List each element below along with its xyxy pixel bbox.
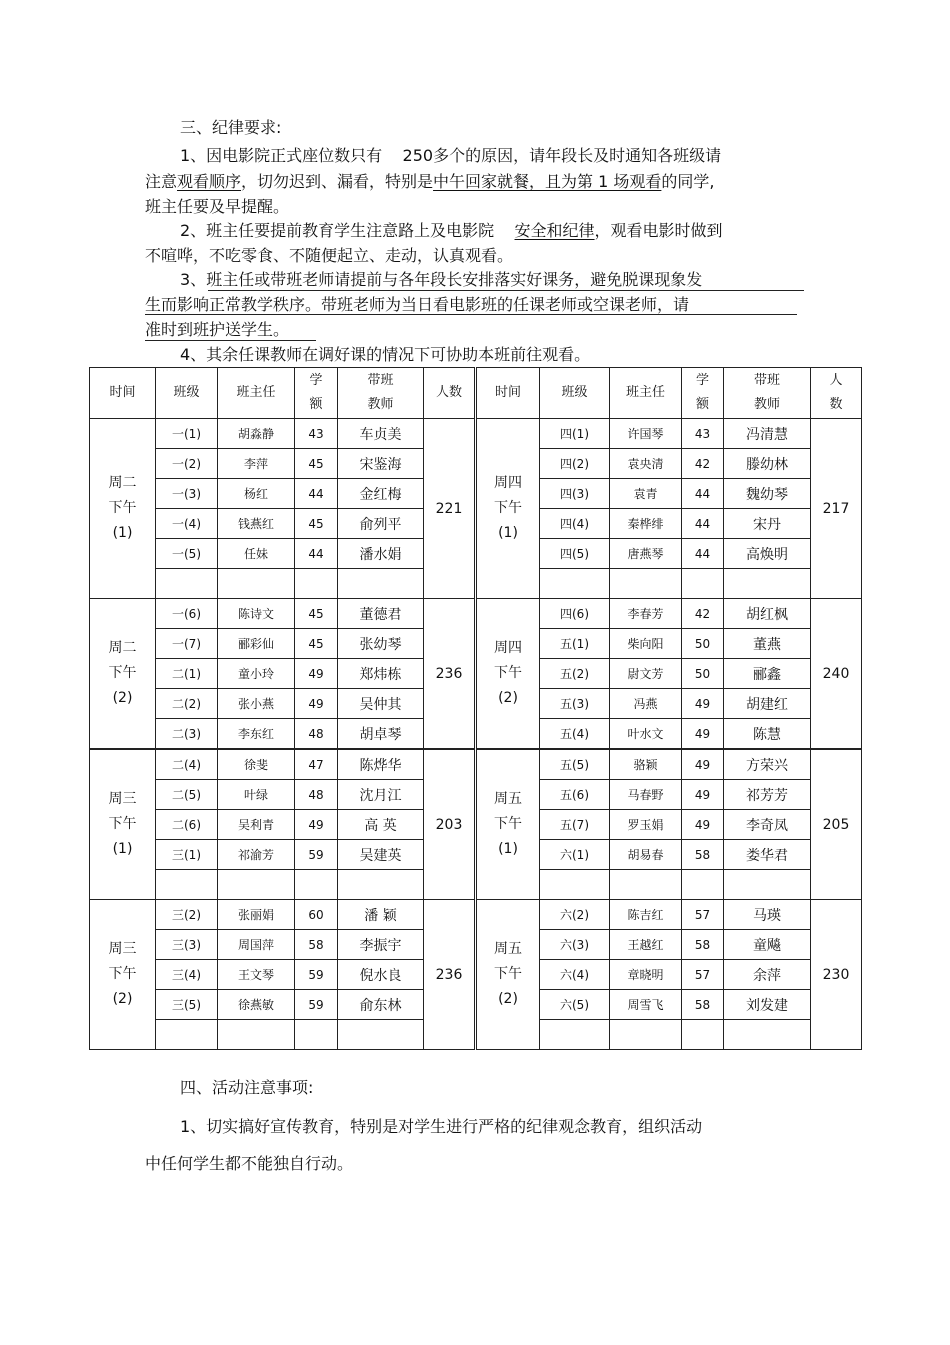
table-row: [90, 900, 862, 930]
time-cell-right: [476, 749, 540, 900]
class-cell: 四(2): [540, 449, 610, 479]
escort-teacher-cell: 郦鑫: [724, 659, 811, 689]
escort-teacher-cell: 滕幼林: [724, 449, 811, 479]
p2-l1-b: ，观看电影时做到: [594, 221, 723, 240]
class-cell: 二(4): [156, 749, 218, 780]
escort-teacher-cell: 魏幼琴: [724, 479, 811, 509]
time-label: 周五: [494, 791, 522, 807]
quota-cell: 58: [682, 930, 724, 960]
quota-cell: 47: [295, 749, 338, 780]
class-cell: 六(3): [540, 930, 610, 960]
header-escort-a: 带班: [367, 373, 394, 388]
escort-teacher-cell: 李振宇: [338, 930, 424, 960]
escort-teacher-cell: 倪水良: [338, 960, 424, 990]
class-cell: 一(1): [156, 419, 218, 449]
class-cell: 一(3): [156, 479, 218, 509]
header-quota-a: 学: [309, 373, 323, 388]
quota-cell: 49: [295, 689, 338, 719]
homeroom-teacher-cell: 王越红: [610, 930, 682, 960]
class-cell: 二(6): [156, 810, 218, 840]
class-cell: 六(1): [540, 840, 610, 870]
p1-l2-c: 的同学,: [661, 172, 715, 191]
time-label: 下午: [108, 500, 137, 516]
class-cell: [540, 1020, 610, 1050]
class-cell: [540, 870, 610, 900]
quota-cell: 59: [295, 990, 338, 1020]
section3-p2-line1: [180, 221, 723, 241]
total-cell-right: 217: [811, 419, 862, 599]
section3-p3-line2: 生而影响正常教学秩序。带班老师为当日看电影班的任课老师或空课老师，请: [145, 295, 690, 314]
quota-cell: 58: [295, 930, 338, 960]
quota-cell: 50: [682, 659, 724, 689]
class-cell: 二(3): [156, 719, 218, 750]
header-time: 时间: [90, 368, 156, 419]
header-escort: [338, 368, 424, 419]
quota-cell: [682, 1020, 724, 1050]
header-count-right: [811, 368, 862, 419]
escort-teacher-cell: [724, 1020, 811, 1050]
section3-p4: 4、其余任课教师在调好课的情况下可协助本班前往观看。: [180, 345, 591, 364]
homeroom-teacher-cell: 许国琴: [610, 419, 682, 449]
class-cell: 一(6): [156, 599, 218, 629]
homeroom-teacher-cell: 周国萍: [218, 930, 295, 960]
homeroom-teacher-cell: 杨红: [218, 479, 295, 509]
homeroom-teacher-cell: 吴利青: [218, 810, 295, 840]
header-count-a: 人: [829, 373, 843, 388]
quota-cell: 49: [682, 689, 724, 719]
underlined-lunch-note: 中午回家就餐，且为第 1 场观看: [433, 172, 662, 191]
escort-teacher-cell: 高焕明: [724, 539, 811, 569]
header-time-right: 时间: [476, 368, 540, 419]
homeroom-teacher-cell: [218, 870, 295, 900]
homeroom-teacher-cell: 唐燕琴: [610, 539, 682, 569]
quota-cell: 57: [682, 960, 724, 990]
homeroom-teacher-cell: 钱燕红: [218, 509, 295, 539]
homeroom-teacher-cell: 叶水文: [610, 719, 682, 750]
quota-cell: 49: [682, 780, 724, 810]
time-label: 下午: [494, 816, 522, 832]
time-label: (2): [112, 991, 133, 1007]
time-label: (1): [112, 525, 133, 541]
class-cell: 四(3): [540, 479, 610, 509]
time-label: (2): [112, 690, 133, 706]
table-row: [90, 599, 862, 629]
class-cell: 五(5): [540, 749, 610, 780]
class-cell: [156, 1020, 218, 1050]
quota-cell: [682, 569, 724, 599]
p1-text-b: 250多个的原因，请年段长及时通知各班级请: [402, 146, 722, 165]
homeroom-teacher-cell: [610, 870, 682, 900]
class-cell: 一(7): [156, 629, 218, 659]
header-class: 班级: [156, 368, 218, 419]
p3-l1-a: 3、: [180, 270, 207, 289]
total-cell-left: 221: [424, 419, 476, 599]
homeroom-teacher-cell: 秦桦绯: [610, 509, 682, 539]
header-quota: [295, 368, 338, 419]
quota-cell: 45: [295, 629, 338, 659]
quota-cell: 58: [682, 840, 724, 870]
homeroom-teacher-cell: 陈吉红: [610, 900, 682, 930]
homeroom-teacher-cell: 郦彩仙: [218, 629, 295, 659]
quota-cell: 45: [295, 509, 338, 539]
p2-l1-a: 2、班主任要提前教育学生注意路上及电影院: [180, 221, 495, 240]
escort-teacher-cell: 俞东林: [338, 990, 424, 1020]
quota-cell: 49: [682, 719, 724, 750]
class-cell: 一(4): [156, 509, 218, 539]
quota-cell: 44: [682, 539, 724, 569]
time-label: 周二: [108, 475, 137, 491]
escort-teacher-cell: 刘发建: [724, 990, 811, 1020]
header-teacher-right: 班主任: [610, 368, 682, 419]
table-header-row: [90, 368, 862, 419]
header-count-b: 数: [829, 397, 843, 412]
homeroom-teacher-cell: 张丽娟: [218, 900, 295, 930]
underlined-safety: 安全和纪律: [514, 221, 595, 240]
header-class-right: 班级: [540, 368, 610, 419]
header-quota-a: 学: [695, 373, 709, 388]
quota-cell: 49: [295, 810, 338, 840]
homeroom-teacher-cell: [218, 569, 295, 599]
class-cell: 五(4): [540, 719, 610, 750]
class-cell: 三(1): [156, 840, 218, 870]
homeroom-teacher-cell: [610, 1020, 682, 1050]
quota-cell: 60: [295, 900, 338, 930]
escort-teacher-cell: 董燕: [724, 629, 811, 659]
class-cell: 三(3): [156, 930, 218, 960]
homeroom-teacher-cell: 徐燕敏: [218, 990, 295, 1020]
escort-teacher-cell: 余萍: [724, 960, 811, 990]
class-cell: 五(3): [540, 689, 610, 719]
homeroom-teacher-cell: 骆颖: [610, 749, 682, 780]
quota-cell: 49: [682, 749, 724, 780]
class-cell: 四(4): [540, 509, 610, 539]
homeroom-teacher-cell: 章晓明: [610, 960, 682, 990]
quota-cell: 57: [682, 900, 724, 930]
escort-teacher-cell: 胡卓琴: [338, 719, 424, 750]
homeroom-teacher-cell: 袁青: [610, 479, 682, 509]
homeroom-teacher-cell: 徐斐: [218, 749, 295, 780]
quota-cell: 44: [682, 479, 724, 509]
quota-cell: 43: [682, 419, 724, 449]
section3-p3-line3: 准时到班护送学生。: [145, 320, 290, 339]
time-label: 周三: [108, 941, 137, 957]
homeroom-teacher-cell: 马春野: [610, 780, 682, 810]
underline-rule: [145, 340, 316, 341]
time-label: 周三: [108, 791, 137, 807]
escort-teacher-cell: 祁芳芳: [724, 780, 811, 810]
header-escort-b: 教师: [753, 397, 780, 412]
section3-p2-line2: 不喧哗，不吃零食、不随便起立、走动，认真观看。: [145, 246, 514, 265]
quota-cell: 42: [682, 449, 724, 479]
time-cell-left: [90, 599, 156, 750]
time-label: 周四: [494, 475, 522, 491]
escort-teacher-cell: [338, 569, 424, 599]
total-cell-right: 205: [811, 749, 862, 900]
class-cell: 二(5): [156, 780, 218, 810]
homeroom-teacher-cell: 胡淼静: [218, 419, 295, 449]
homeroom-teacher-cell: 冯燕: [610, 689, 682, 719]
class-cell: 六(5): [540, 990, 610, 1020]
homeroom-teacher-cell: 张小燕: [218, 689, 295, 719]
quota-cell: 42: [682, 599, 724, 629]
header-escort-right: [724, 368, 811, 419]
total-cell-right: 240: [811, 599, 862, 750]
homeroom-teacher-cell: 童小玲: [218, 659, 295, 689]
escort-teacher-cell: 陈烨华: [338, 749, 424, 780]
class-cell: 五(2): [540, 659, 610, 689]
class-cell: 四(1): [540, 419, 610, 449]
class-cell: 六(4): [540, 960, 610, 990]
homeroom-teacher-cell: 罗玉娟: [610, 810, 682, 840]
quota-cell: 45: [295, 599, 338, 629]
time-label: (1): [498, 525, 518, 541]
header-teacher: 班主任: [218, 368, 295, 419]
escort-teacher-cell: 吴建英: [338, 840, 424, 870]
escort-teacher-cell: 车贞美: [338, 419, 424, 449]
escort-teacher-cell: [724, 569, 811, 599]
escort-teacher-cell: 潘水娟: [338, 539, 424, 569]
section3-p1-line2: [145, 172, 715, 192]
quota-cell: 43: [295, 419, 338, 449]
section3-p3-line1: [180, 270, 702, 290]
escort-teacher-cell: 吴仲其: [338, 689, 424, 719]
time-label: 周二: [108, 640, 137, 656]
time-label: (2): [498, 690, 518, 706]
section4-p1-line2: 中任何学生都不能独自行动。: [145, 1154, 354, 1173]
class-cell: 一(2): [156, 449, 218, 479]
class-cell: 三(2): [156, 900, 218, 930]
header-count: 人数: [424, 368, 476, 419]
time-label: 周五: [494, 941, 522, 957]
escort-teacher-cell: 方荣兴: [724, 749, 811, 780]
homeroom-teacher-cell: 李东红: [218, 719, 295, 750]
underlined-view-order: 观看顺序: [177, 172, 242, 191]
class-cell: 三(4): [156, 960, 218, 990]
escort-teacher-cell: [338, 1020, 424, 1050]
quota-cell: 48: [295, 780, 338, 810]
time-label: 周四: [494, 640, 522, 656]
total-cell-left: 236: [424, 599, 476, 750]
escort-teacher-cell: [338, 870, 424, 900]
total-cell-left: 203: [424, 749, 476, 900]
homeroom-teacher-cell: 柴向阳: [610, 629, 682, 659]
table-row: [90, 749, 862, 780]
escort-teacher-cell: 娄华君: [724, 840, 811, 870]
quota-cell: 44: [295, 539, 338, 569]
class-cell: 四(6): [540, 599, 610, 629]
quota-cell: [682, 870, 724, 900]
time-cell-right: [476, 900, 540, 1050]
quota-cell: 49: [295, 659, 338, 689]
class-cell: 五(7): [540, 810, 610, 840]
escort-teacher-cell: 宋鉴海: [338, 449, 424, 479]
class-cell: 五(1): [540, 629, 610, 659]
class-cell: 二(1): [156, 659, 218, 689]
p1-text-a: 1、因电影院正式座位数只有: [180, 146, 383, 165]
escort-teacher-cell: 胡红枫: [724, 599, 811, 629]
homeroom-teacher-cell: 陈诗文: [218, 599, 295, 629]
class-cell: [156, 569, 218, 599]
homeroom-teacher-cell: 尉文芳: [610, 659, 682, 689]
homeroom-teacher-cell: 叶绿: [218, 780, 295, 810]
homeroom-teacher-cell: [218, 1020, 295, 1050]
time-label: 下午: [494, 500, 522, 516]
class-cell: 六(2): [540, 900, 610, 930]
time-label: (2): [498, 991, 518, 1007]
time-label: 下午: [108, 665, 137, 681]
time-label: 下午: [108, 966, 137, 982]
class-cell: 一(5): [156, 539, 218, 569]
escort-teacher-cell: 金红梅: [338, 479, 424, 509]
class-cell: 三(5): [156, 990, 218, 1020]
quota-cell: 50: [682, 629, 724, 659]
homeroom-teacher-cell: 周雪飞: [610, 990, 682, 1020]
p1-l2-a: 注意: [145, 172, 178, 191]
escort-teacher-cell: 潘 颖: [338, 900, 424, 930]
time-label: 下午: [108, 816, 137, 832]
quota-cell: 49: [682, 810, 724, 840]
escort-teacher-cell: 冯清慧: [724, 419, 811, 449]
homeroom-teacher-cell: 任妹: [218, 539, 295, 569]
escort-teacher-cell: 胡建红: [724, 689, 811, 719]
quota-cell: 44: [295, 479, 338, 509]
escort-teacher-cell: 宋丹: [724, 509, 811, 539]
quota-cell: 59: [295, 960, 338, 990]
section3-p1-line3: 班主任要及早提醒。: [145, 197, 290, 216]
section3-heading: 三、纪律要求:: [180, 118, 282, 137]
quota-cell: 59: [295, 840, 338, 870]
schedule-table: [89, 367, 862, 1050]
underline-rule: [208, 290, 804, 291]
escort-teacher-cell: 李奇凤: [724, 810, 811, 840]
escort-teacher-cell: 陈慧: [724, 719, 811, 750]
class-cell: [540, 569, 610, 599]
escort-teacher-cell: 张幼琴: [338, 629, 424, 659]
escort-teacher-cell: 童飚: [724, 930, 811, 960]
time-cell-right: [476, 419, 540, 599]
homeroom-teacher-cell: 胡易春: [610, 840, 682, 870]
section4-p1-line1: 1、切实搞好宣传教育，特别是对学生进行严格的纪律观念教育，组织活动: [180, 1117, 703, 1136]
header-quota-right: [682, 368, 724, 419]
total-cell-left: 236: [424, 900, 476, 1050]
class-cell: [156, 870, 218, 900]
header-escort-a: 带班: [753, 373, 780, 388]
class-cell: 二(2): [156, 689, 218, 719]
escort-teacher-cell: 沈月江: [338, 780, 424, 810]
quota-cell: 44: [682, 509, 724, 539]
escort-teacher-cell: 董德君: [338, 599, 424, 629]
escort-teacher-cell: 高 英: [338, 810, 424, 840]
header-quota-b: 额: [309, 397, 323, 412]
total-cell-right: 230: [811, 900, 862, 1050]
section3-p1-line1: [180, 146, 721, 166]
escort-teacher-cell: [724, 870, 811, 900]
underline-rule: [145, 314, 797, 315]
class-cell: 五(6): [540, 780, 610, 810]
escort-teacher-cell: 马瑛: [724, 900, 811, 930]
homeroom-teacher-cell: 王文琴: [218, 960, 295, 990]
time-cell-right: [476, 599, 540, 750]
section4-heading: 四、活动注意事项:: [180, 1078, 314, 1097]
quota-cell: 58: [682, 990, 724, 1020]
quota-cell: [295, 1020, 338, 1050]
p3-l1-u: 班主任或带班老师请提前与各年段长安排落实好课务，避免脱课现象发: [206, 270, 703, 289]
homeroom-teacher-cell: 祁渝芳: [218, 840, 295, 870]
escort-teacher-cell: 郑炜栋: [338, 659, 424, 689]
quota-cell: 45: [295, 449, 338, 479]
header-quota-b: 额: [695, 397, 709, 412]
table-row: [90, 419, 862, 449]
time-cell-left: [90, 900, 156, 1050]
time-label: (1): [112, 841, 133, 857]
quota-cell: [295, 870, 338, 900]
p1-l2-b: ，切勿迟到、漏看，特别是: [241, 172, 434, 191]
homeroom-teacher-cell: [610, 569, 682, 599]
quota-cell: 48: [295, 719, 338, 750]
time-cell-left: [90, 749, 156, 900]
homeroom-teacher-cell: 袁央清: [610, 449, 682, 479]
time-label: 下午: [494, 966, 522, 982]
escort-teacher-cell: 俞列平: [338, 509, 424, 539]
header-escort-b: 教师: [367, 397, 394, 412]
time-cell-left: [90, 419, 156, 599]
homeroom-teacher-cell: 李萍: [218, 449, 295, 479]
quota-cell: [295, 569, 338, 599]
time-label: 下午: [494, 665, 522, 681]
homeroom-teacher-cell: 李春芳: [610, 599, 682, 629]
time-label: (1): [498, 841, 518, 857]
class-cell: 四(5): [540, 539, 610, 569]
